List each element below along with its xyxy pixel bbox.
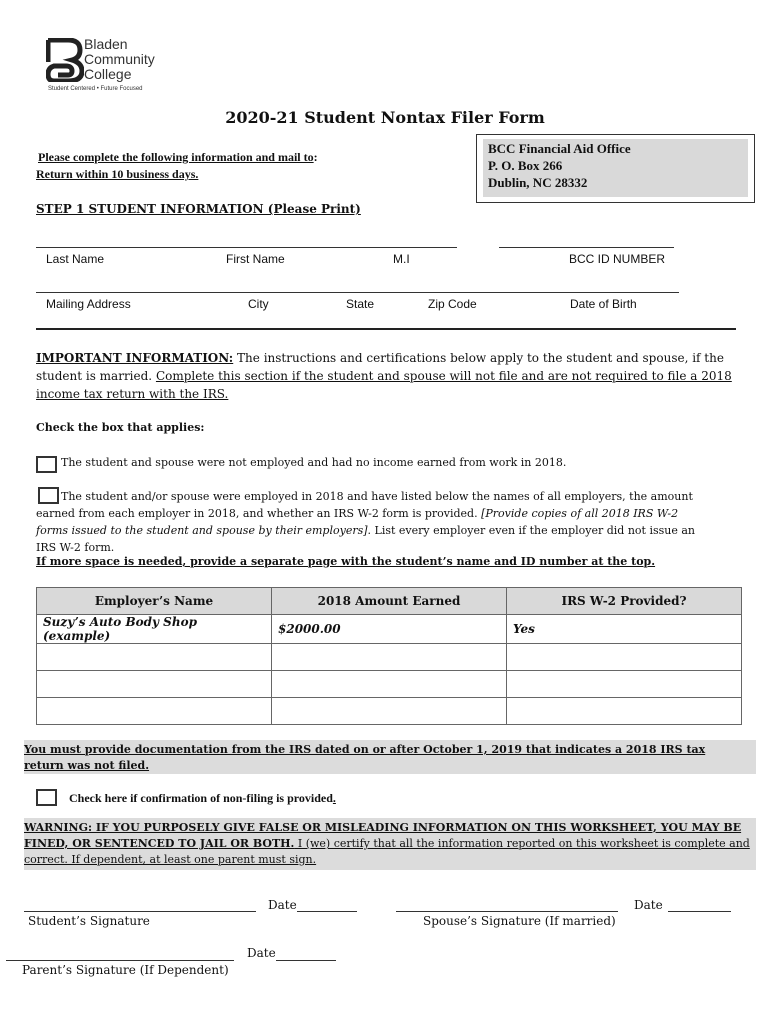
cell-amount-earned[interactable]: $2000.00	[272, 615, 507, 644]
important-text2: Complete this section if the student and spouse will not file and are not required to file a 2018 income tax return with the IRS.	[36, 369, 732, 401]
return-instruction: Return within 10 business days.	[36, 167, 199, 181]
cell-employer-name[interactable]	[37, 698, 272, 725]
mail-instruction	[38, 150, 318, 165]
address-box	[476, 134, 755, 203]
cell-amount-earned[interactable]	[272, 671, 507, 698]
cell-w2-provided[interactable]	[507, 698, 742, 725]
student-signature-label: Student’s Signature	[28, 914, 150, 928]
option2-text-a: The student and/or spouse were employed in 2018 and have listed below the names of all employers, the amount earned from each employer in 2018, and whether an IRS W-2 form is provided.	[36, 490, 693, 520]
label-bcc-id: BCC ID NUMBER	[569, 252, 666, 266]
address-line[interactable]	[36, 292, 679, 293]
option2-text-b: . List every employer even if the employer did not issue an IRS W-2 form.	[36, 524, 695, 554]
label-city: City	[248, 297, 269, 311]
nonfiling-label	[69, 791, 336, 806]
cell-w2-provided[interactable]	[507, 644, 742, 671]
section-divider	[36, 328, 736, 330]
table-row	[37, 644, 742, 671]
more-space-note: If more space is needed, provide a separate page with the student’s name and ID number at the top.	[36, 555, 656, 568]
cell-amount-earned[interactable]	[272, 644, 507, 671]
check-heading: Check the box that applies:	[36, 421, 205, 434]
cell-employer-name[interactable]	[37, 671, 272, 698]
parent-date-line[interactable]	[276, 960, 336, 961]
employer-table	[36, 587, 742, 725]
parent-date-label: Date	[247, 946, 276, 960]
cell-amount-earned[interactable]	[272, 698, 507, 725]
warning-normal: I (we) certify that all the information reported on this worksheet is complete and correct. If dependent, at least one parent must sign.	[24, 837, 750, 866]
table-header-row	[37, 588, 742, 615]
spouse-signature-label: Spouse’s Signature (If married)	[423, 914, 616, 928]
cell-employer-name[interactable]: Suzy’s Auto Body Shop (example)	[37, 615, 272, 644]
student-date-line[interactable]	[297, 911, 357, 912]
parent-signature-line[interactable]	[6, 960, 234, 961]
nonfiling-text: Check here if confirmation of non-filing is provided	[69, 791, 333, 805]
option2-text	[36, 488, 696, 556]
label-first-name: First Name	[226, 252, 285, 266]
mail-instruction-colon: :	[313, 150, 318, 164]
important-info	[36, 349, 746, 403]
bcc-id-line[interactable]	[499, 247, 674, 248]
bcc-logo-icon	[46, 38, 84, 82]
mail-instruction-text: Please complete the following information and mail to	[38, 150, 314, 164]
option2-text-italic: [Provide copies of all 2018 IRS W-2 forms issued to the student and spouse by their employers]	[36, 507, 679, 537]
table-row	[37, 615, 742, 644]
name-line[interactable]	[36, 247, 457, 248]
label-mi: M.I	[393, 252, 410, 266]
address-line1: BCC Financial Aid Office	[488, 141, 631, 156]
option1-text: The student and spouse were not employed and had no income earned from work in 2018.	[61, 456, 567, 469]
cell-w2-provided[interactable]: Yes	[507, 615, 742, 644]
cell-w2-provided[interactable]	[507, 671, 742, 698]
documentation-note: You must provide documentation from the IRS dated on or after October 1, 2019 that indicates a 2018 IRS tax return was not filed.	[24, 743, 706, 772]
logo-name-line2: Community	[84, 51, 155, 67]
parent-signature-label: Parent’s Signature (If Dependent)	[22, 963, 229, 977]
option1-checkbox[interactable]	[36, 456, 57, 473]
nonfiling-checkbox[interactable]	[36, 789, 57, 806]
important-label: IMPORTANT INFORMATION:	[36, 351, 234, 365]
spouse-date-label: Date	[634, 898, 663, 912]
address-line3: Dublin, NC 28332	[488, 175, 588, 190]
warning-bold: WARNING: IF YOU PURPOSELY GIVE FALSE OR MISLEADING INFORMATION ON THIS WORKSHEET, YOU MAY BE FINED, OR SENTENCED TO JAIL OR BOTH.	[24, 821, 742, 850]
student-date-label: Date	[268, 898, 297, 912]
address-line2: P. O. Box 266	[488, 158, 563, 173]
label-dob: Date of Birth	[570, 297, 637, 311]
college-logo	[46, 38, 186, 98]
student-signature-line[interactable]	[24, 911, 256, 912]
nonfiling-period: .	[332, 791, 336, 805]
logo-name-line3: College	[84, 66, 132, 82]
table-row	[37, 671, 742, 698]
logo-tagline: Student Centered • Future Focused	[48, 86, 143, 92]
important-text1: The instructions and certifications below apply to the student and spouse, if the student is married.	[36, 351, 724, 383]
table-row	[37, 698, 742, 725]
spouse-signature-line[interactable]	[396, 911, 618, 912]
cell-employer-name[interactable]	[37, 644, 272, 671]
header-w2-provided: IRS W-2 Provided?	[507, 588, 742, 615]
form-title: 2020-21 Student Nontax Filer Form	[225, 108, 545, 127]
label-zip: Zip Code	[428, 297, 477, 311]
header-employer-name: Employer’s Name	[37, 588, 272, 615]
spouse-date-line[interactable]	[668, 911, 731, 912]
logo-name-line1: Bladen	[84, 36, 128, 52]
warning-text	[24, 820, 752, 868]
header-amount-earned: 2018 Amount Earned	[272, 588, 507, 615]
step1-heading: STEP 1 STUDENT INFORMATION (Please Print)	[36, 202, 361, 216]
label-mailing-address: Mailing Address	[46, 297, 131, 311]
label-state: State	[346, 297, 375, 311]
label-last-name: Last Name	[46, 252, 105, 266]
